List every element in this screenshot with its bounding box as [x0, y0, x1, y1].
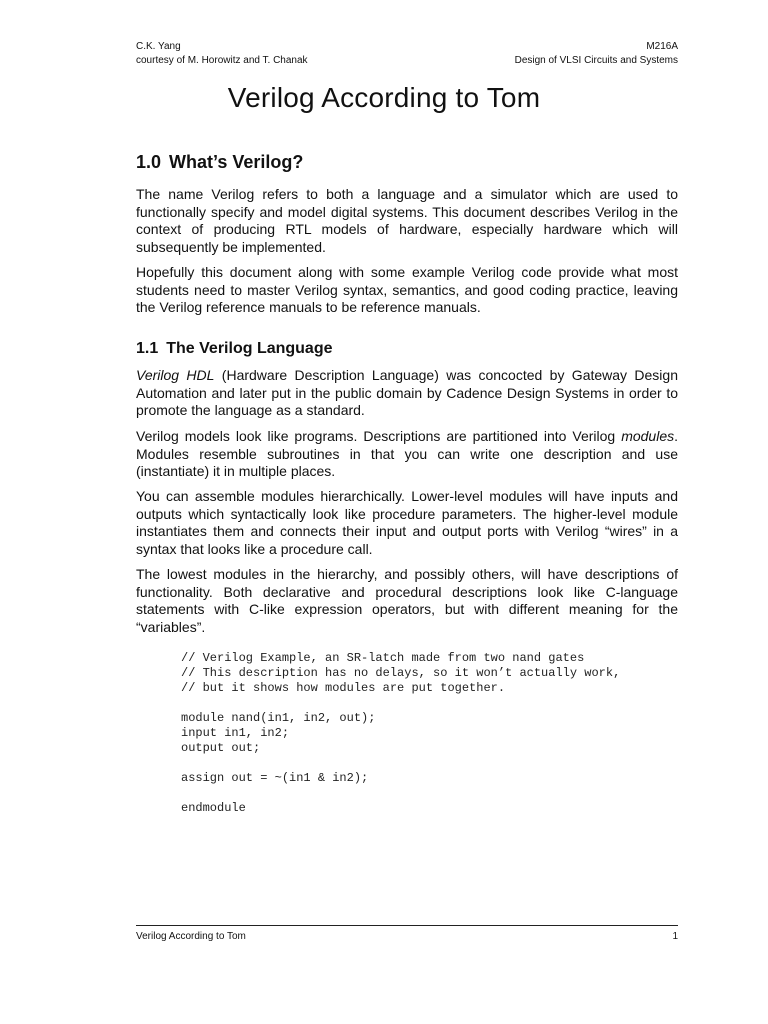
paragraph: The lowest modules in the hierarchy, and possibly others, will have descriptions of functionality. Both declarative and procedural descriptions look like C-language statements with C-like expression operators, but with different meaning for the “variables”. — [136, 566, 678, 635]
code-block — [181, 651, 620, 816]
paragraph-text: (Hardware Description Language) was concocted by Gateway Design Automation and later put in the public domain by Cadence Design Systems in order to promote the language as a standard. — [136, 367, 678, 419]
page-number: 1 — [672, 931, 678, 942]
emphasis-term: Verilog HDL — [136, 367, 215, 383]
section-heading-1-1 — [136, 340, 333, 358]
emphasis-term: modules — [621, 428, 675, 444]
document-title: Verilog According to Tom — [227, 82, 541, 113]
code-line — [181, 756, 620, 771]
section-heading-1-0 — [136, 152, 303, 173]
page-header-right — [515, 40, 678, 68]
section-number: 1.0 — [136, 152, 162, 172]
code-line: endmodule — [181, 801, 246, 815]
paragraph: The name Verilog refers to both a language and a simulator which are used to functionally specify and model digital systems. This document describes Verilog in the context of producing RTL models of hardware, especially hardware which will subsequently be implemented. — [136, 186, 678, 255]
code-line: output out; — [181, 741, 261, 755]
code-line — [181, 696, 620, 711]
code-line: assign out = ~(in1 & in2); — [181, 771, 369, 785]
paragraph: You can assemble modules hierarchically. Lower-level modules will have inputs and outputs which syntactically look like procedure parameters. The higher-level module instantiates them and connects their input and output ports with Verilog “wires” in a syntax that looks like a procedure call. — [136, 488, 678, 557]
code-line: input in1, in2; — [181, 726, 290, 740]
page-header-left — [136, 40, 308, 68]
header-course-code: M216A — [646, 41, 678, 52]
paragraph-text: . Modules resemble subroutines in that you can write one description and use (instantiate) it in multiple places. — [136, 428, 678, 480]
code-line: module nand(in1, in2, out); — [181, 711, 376, 725]
code-line: // Verilog Example, an SR-latch made from two nand gates — [181, 651, 585, 665]
header-courtesy: courtesy of M. Horowitz and T. Chanak — [136, 55, 308, 66]
section-number: 1.1 — [136, 340, 159, 357]
paragraph-text: Verilog models look like programs. Descriptions are partitioned into Verilog — [136, 428, 622, 444]
section-title: What’s Verilog? — [169, 152, 304, 172]
paragraph — [136, 367, 678, 420]
footer-title: Verilog According to Tom — [136, 931, 246, 942]
code-line: // but it shows how modules are put together. — [181, 681, 506, 695]
paragraph — [136, 428, 678, 481]
paragraph: Hopefully this document along with some example Verilog code provide what most students need to master Verilog syntax, semantics, and good coding practice, leaving the Verilog reference manuals to be reference manuals. — [136, 264, 678, 316]
header-course-title: Design of VLSI Circuits and Systems — [514, 55, 678, 66]
code-line: // This description has no delays, so it won’t actually work, — [181, 666, 621, 680]
code-line — [181, 786, 620, 801]
section-title: The Verilog Language — [166, 340, 333, 357]
footer-divider — [136, 925, 678, 926]
header-author: C.K. Yang — [136, 41, 181, 52]
